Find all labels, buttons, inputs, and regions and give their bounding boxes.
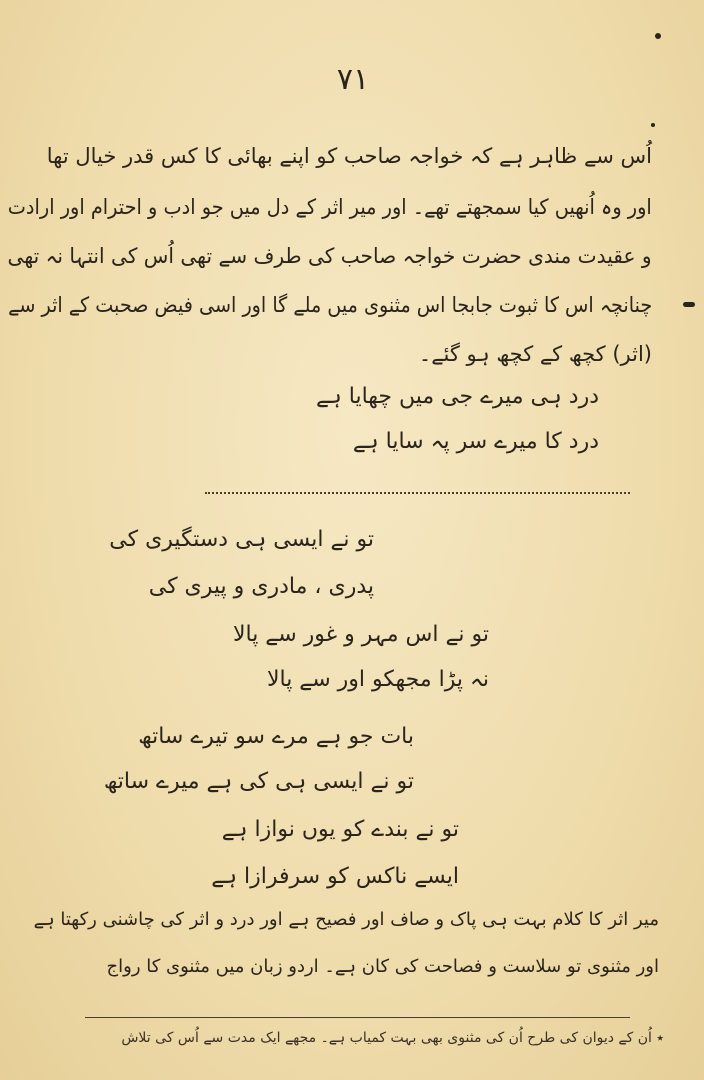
page-number: ۷۱ [336,62,370,97]
paragraph-line-1: اُس سے ظاہر ہے کہ خواجہ صاحب کو اپنے بھائی کا کس قدر خیال تھا [46,144,652,168]
footnote-divider [85,1017,630,1018]
couplet-2-line-1: تو نے ایسی ہی دستگیری کی [109,527,374,552]
couplet-2-line-2: پدری ، مادری و پیری کی [148,574,374,599]
couplet-3-line-1: تو نے اس مہر و غور سے پالا [232,622,489,647]
paragraph-line-4: چنانچہ اس کا ثبوت جابجا اس مثنوی میں ملے گا اور اسی فیض صحبت کے اثر سے [7,293,652,317]
couplet-5-line-1: تو نے بندے کو یوں نوازا ہے [221,817,459,842]
couplet-3-line-2: نہ پڑا مجھکو اور سے پالا [266,667,489,692]
couplet-5-line-2: ایسے ناکس کو سرفرازا ہے [211,864,459,889]
closing-line-2: اور مثنوی تو سلاست و فصاحت کی کان ہے۔ اردو زبان میں مثنوی کا رواج [106,956,659,977]
couplet-4-line-2: تو نے ایسی ہی کی ہے میرے ساتھ [103,769,414,794]
paragraph-line-3: و عقیدت مندی حضرت خواجہ صاحب کی طرف سے تھی اُس کی انتہا نہ تھی [7,244,652,268]
paragraph-line-5: (اثر) کچھ کے کچھ ہو گئے۔ [418,342,652,366]
ink-mark [683,302,695,307]
ink-spot [651,123,655,127]
couplet-1-line-2: درد کا میرے سر پہ سایا ہے [352,429,599,454]
footnote: ٭ اُن کے دیوان کی طرح اُن کی مثنوی بھی بہت کمیاب ہے۔ مجھے ایک مدت سے اُس کی تلاش [121,1030,664,1046]
paragraph-line-2: اور وہ اُنھیں کیا سمجھتے تھے۔ اور میر اثر کے دل میں جو ادب و احترام اور ارادت [7,195,652,219]
ink-spot [655,33,661,39]
couplet-4-line-1: بات جو ہے مرے سو تیرے ساتھ [138,724,414,749]
couplet-1-line-1: درد ہی میرے جی میں چھایا ہے [315,384,599,409]
dotted-divider [205,492,630,494]
closing-line-1: میر اثر کا کلام بہت ہی پاک و صاف اور فصیح ہے اور درد و اثر کی چاشنی رکھتا ہے [33,909,659,930]
